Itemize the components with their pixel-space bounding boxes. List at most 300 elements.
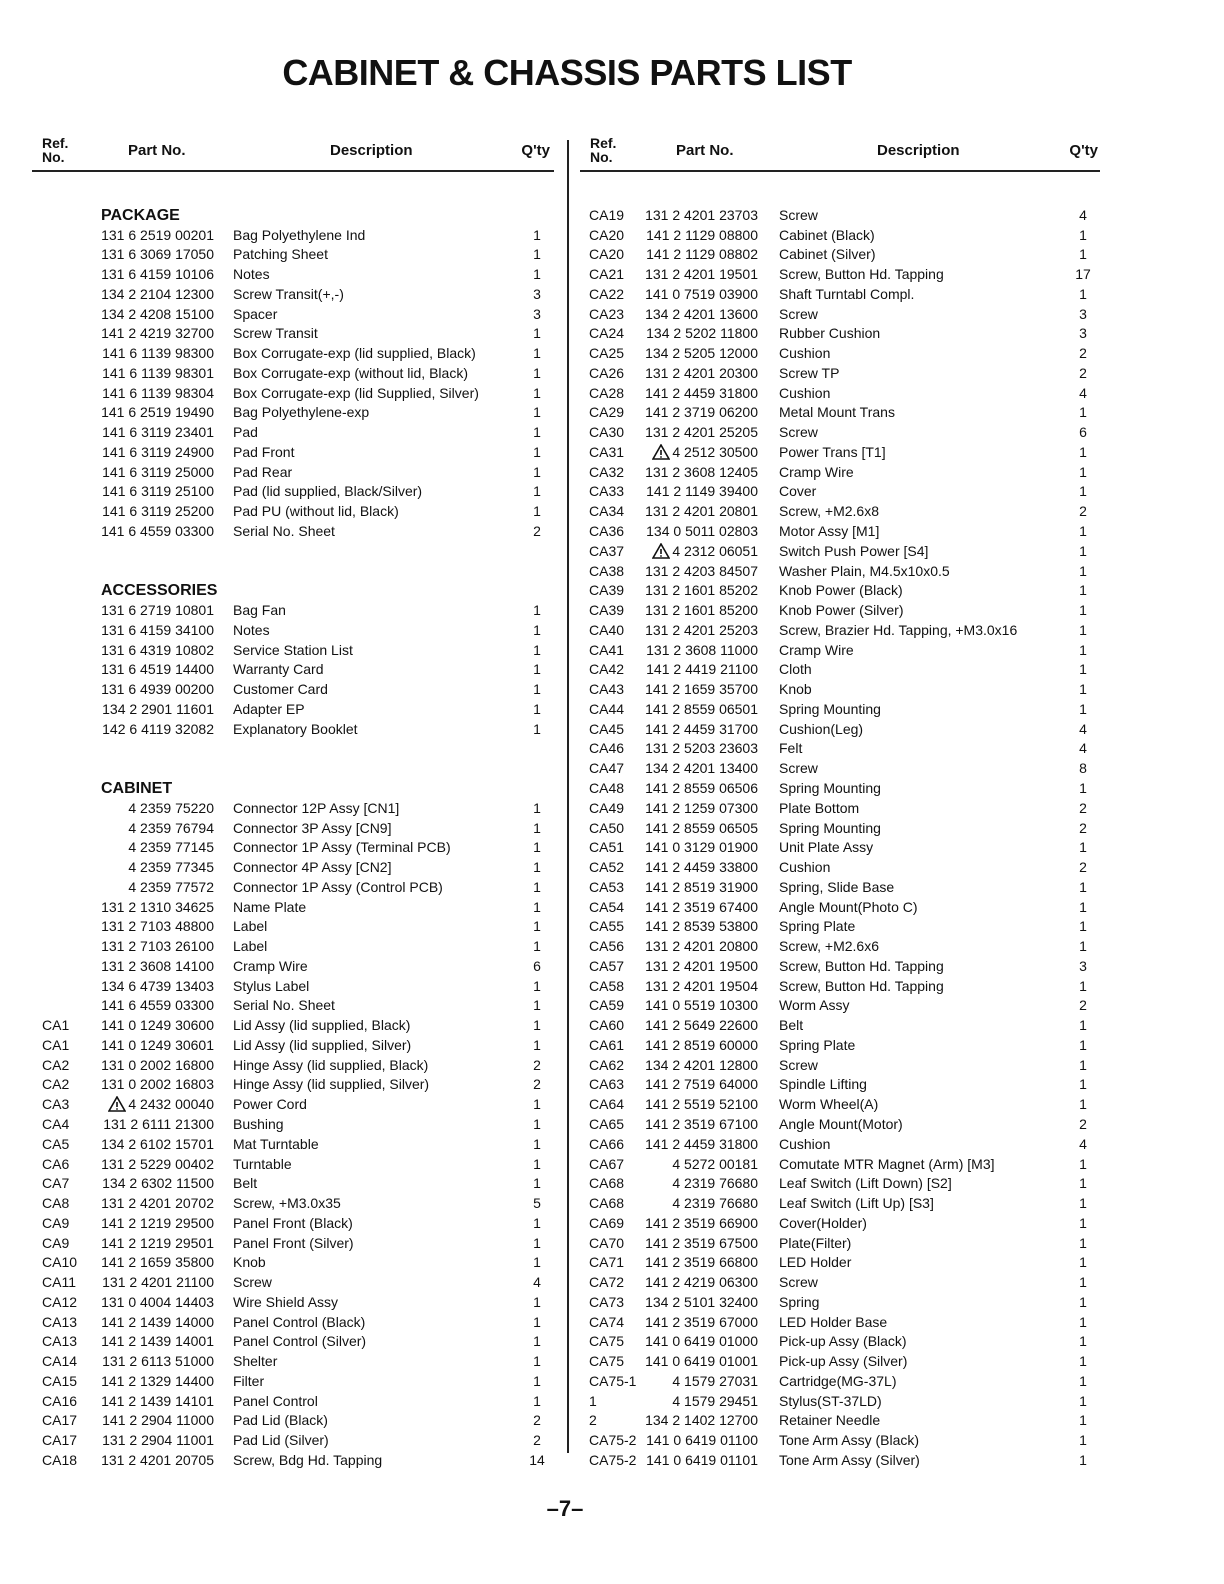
description-cell: Cloth	[779, 661, 812, 678]
description-cell: Screw	[779, 1274, 818, 1291]
description-cell: Retainer Needle	[779, 1412, 881, 1429]
qty-cell: 3	[1079, 305, 1087, 322]
qty-cell: 1	[1079, 839, 1087, 856]
part-number-cell: 141 2 8519 60000	[645, 1036, 758, 1053]
qty-cell: 2	[1079, 345, 1087, 362]
part-number-cell: 131 2 4201 20300	[645, 364, 758, 381]
qty-cell: 3	[1079, 325, 1087, 342]
description-cell: Felt	[779, 740, 803, 757]
qty-cell: 4	[533, 1274, 541, 1291]
description-cell: Screw	[779, 305, 818, 322]
part-number-cell: 141 2 1329 14400	[101, 1372, 214, 1389]
column-divider	[567, 140, 569, 1453]
ref-cell: CA75	[589, 1333, 625, 1350]
table-row	[32, 621, 554, 641]
part-number-cell: 141 0 3129 01900	[645, 839, 758, 856]
qty-cell: 4	[1079, 206, 1087, 223]
ref-cell: CA29	[589, 404, 625, 421]
table-row	[580, 384, 1100, 404]
description-cell: Connector 1P Assy (Terminal PCB)	[233, 839, 451, 856]
part-number-cell: 131 2 4201 21100	[102, 1274, 214, 1291]
description-cell: Cramp Wire	[233, 957, 308, 974]
part-number-cell: 4 2359 77145	[128, 839, 214, 856]
table-row	[580, 305, 1100, 325]
description-cell: Screw TP	[779, 364, 840, 381]
part-number-cell: 141 2 8519 31900	[645, 878, 758, 895]
table-row	[32, 344, 554, 364]
description-cell: Pad Lid (Black)	[233, 1412, 328, 1429]
table-row	[32, 1234, 554, 1254]
description-cell: Cramp Wire	[779, 463, 854, 480]
table-row	[580, 423, 1100, 443]
qty-cell: 1	[533, 1333, 541, 1350]
description-cell: Worm Wheel(A)	[779, 1096, 879, 1113]
section-label: ACCESSORIES	[101, 582, 218, 600]
part-number-cell: 141 6 3119 25000	[102, 463, 214, 480]
part-number-cell: 131 2 5229 00402	[101, 1155, 214, 1172]
qty-cell: 1	[533, 799, 541, 816]
header-qty: Q'ty	[1069, 142, 1098, 159]
part-number-cell: 134 2 4201 13600	[645, 305, 758, 322]
qty-cell: 2	[533, 1432, 541, 1449]
qty-cell: 2	[1079, 799, 1087, 816]
table-row	[580, 680, 1100, 700]
section-label: PACKAGE	[101, 206, 180, 224]
part-number-cell: 141 2 1439 14000	[101, 1313, 214, 1330]
table-row	[32, 680, 554, 700]
ref-cell: CA13	[42, 1313, 78, 1330]
qty-cell: 1	[533, 918, 541, 935]
table-row	[32, 364, 554, 384]
ref-cell: CA3	[42, 1096, 70, 1113]
qty-cell: 1	[533, 700, 541, 717]
qty-cell: 1	[1079, 878, 1087, 895]
ref-cell: CA50	[589, 819, 625, 836]
table-header	[32, 130, 554, 172]
description-cell: Knob	[779, 681, 812, 698]
table-row	[580, 1214, 1100, 1234]
table-row	[32, 1372, 554, 1392]
qty-cell: 2	[1079, 364, 1087, 381]
part-number-cell: 141 2 3519 66900	[645, 1214, 758, 1231]
qty-cell: 1	[533, 1096, 541, 1113]
qty-cell: 1	[533, 463, 541, 480]
qty-cell: 1	[1079, 779, 1087, 796]
table-row	[32, 1313, 554, 1333]
qty-cell: 2	[533, 1056, 541, 1073]
description-cell: Worm Assy	[779, 997, 850, 1014]
part-number-cell: 141 6 3119 25200	[102, 503, 214, 520]
table-row	[32, 522, 554, 542]
table-row	[32, 1174, 554, 1194]
table-row	[32, 324, 554, 344]
part-number-cell: 134 2 5205 12000	[645, 345, 758, 362]
qty-cell: 1	[533, 404, 541, 421]
table-row	[32, 1431, 554, 1451]
qty-cell: 1	[533, 1353, 541, 1370]
part-number-cell: 141 0 6419 01101	[646, 1452, 758, 1468]
description-cell: Hinge Assy (lid supplied, Black)	[233, 1056, 429, 1073]
table-row	[32, 1016, 554, 1036]
description-cell: Bag Fan	[233, 602, 286, 619]
description-cell: Cabinet (Black)	[779, 226, 875, 243]
description-cell: Power Cord	[233, 1096, 307, 1113]
qty-cell: 1	[533, 364, 541, 381]
description-cell: Cramp Wire	[779, 641, 854, 658]
ref-cell: CA9	[42, 1214, 70, 1231]
description-cell: Name Plate	[233, 898, 307, 915]
description-cell: Pad	[233, 424, 258, 441]
table-row	[32, 1352, 554, 1372]
qty-cell: 1	[1079, 681, 1087, 698]
part-number-cell: 134 2 5101 32400	[645, 1293, 758, 1310]
part-number-cell: 141 2 4459 33800	[645, 859, 758, 876]
qty-cell: 3	[533, 285, 541, 302]
part-number-cell: 131 2 2904 11001	[102, 1432, 214, 1449]
part-number-cell: 141 2 8559 06506	[645, 779, 758, 796]
description-cell: Cover(Holder)	[779, 1214, 867, 1231]
description-cell: Box Corrugate-exp (without lid, Black)	[233, 364, 468, 381]
description-cell: Spring	[779, 1293, 820, 1310]
description-cell: Lid Assy (lid supplied, Silver)	[233, 1036, 412, 1053]
table-row	[580, 1313, 1100, 1333]
qty-cell: 1	[533, 1313, 541, 1330]
description-cell: Washer Plain, M4.5x10x0.5	[779, 562, 950, 579]
part-number-cell: 141 6 1139 98301	[102, 364, 214, 381]
description-cell: Connector 4P Assy [CN2]	[233, 859, 392, 876]
description-cell: Cover	[779, 483, 817, 500]
ref-cell: CA1	[42, 1017, 70, 1034]
table-row	[580, 720, 1100, 740]
part-number-cell: 141 6 4559 03300	[101, 523, 214, 540]
description-cell: Screw Transit(+,-)	[233, 285, 344, 302]
header-part-no: Part No.	[676, 142, 734, 159]
ref-cell: CA19	[589, 206, 625, 223]
table-row	[32, 601, 554, 621]
part-number-cell: 131 0 2002 16800	[101, 1056, 214, 1073]
table-row	[580, 917, 1100, 937]
part-number-cell: 141 2 1259 07300	[645, 799, 758, 816]
part-number-cell: 142 6 4119 32082	[102, 720, 214, 737]
qty-cell: 1	[1079, 1076, 1087, 1093]
table-row	[580, 463, 1100, 483]
description-cell: Filter	[233, 1372, 265, 1389]
header-part-no: Part No.	[128, 142, 186, 159]
ref-cell: CA45	[589, 720, 625, 737]
part-number-cell: 134 2 6302 11500	[102, 1175, 214, 1192]
right-rows	[580, 186, 1100, 1471]
ref-cell: CA7	[42, 1175, 70, 1192]
table-row	[32, 898, 554, 918]
description-cell: Stylus(ST-37LD)	[779, 1392, 882, 1409]
table-row	[32, 463, 554, 483]
qty-cell: 1	[1079, 1432, 1087, 1449]
qty-cell: 1	[1079, 1175, 1087, 1192]
ref-cell: CA59	[589, 997, 625, 1014]
ref-cell: CA10	[42, 1254, 78, 1271]
description-cell: Unit Plate Assy	[779, 839, 874, 856]
table-row	[580, 1036, 1100, 1056]
ref-cell: CA1	[42, 1036, 70, 1053]
part-number-cell: 131 2 4203 84507	[645, 562, 758, 579]
qty-cell: 1	[1079, 1036, 1087, 1053]
description-cell: Label	[233, 938, 268, 955]
qty-cell: 1	[533, 345, 541, 362]
table-row	[32, 265, 554, 285]
table-row	[32, 502, 554, 522]
table-row	[32, 1411, 554, 1431]
safety-warning-icon	[108, 1096, 126, 1112]
table-row	[580, 739, 1100, 759]
qty-cell: 1	[1079, 1353, 1087, 1370]
ref-cell: CA47	[589, 760, 625, 777]
part-number-cell: 141 2 8559 06505	[645, 819, 758, 836]
qty-cell: 1	[533, 266, 541, 283]
description-cell: Adapter EP	[233, 700, 305, 717]
part-number-cell: 141 2 4219 06300	[645, 1274, 758, 1291]
part-number-cell: 141 6 3119 25100	[102, 483, 214, 500]
table-row	[580, 1431, 1100, 1451]
table-row	[580, 1016, 1100, 1036]
table-row	[580, 324, 1100, 344]
ref-cell: CA74	[589, 1313, 625, 1330]
table-row	[32, 384, 554, 404]
description-cell: Plate Bottom	[779, 799, 860, 816]
table-row	[580, 226, 1100, 246]
spacer	[32, 542, 554, 562]
qty-cell: 1	[1079, 1096, 1087, 1113]
header-description: Description	[330, 142, 413, 159]
description-cell: Cushion	[779, 1135, 831, 1152]
part-number-cell: 141 0 1249 30600	[101, 1017, 214, 1034]
qty-cell: 1	[1079, 898, 1087, 915]
table-row	[580, 1075, 1100, 1095]
ref-cell: CA18	[42, 1452, 78, 1468]
ref-cell: CA75-2	[589, 1432, 637, 1449]
ref-cell: CA12	[42, 1293, 78, 1310]
ref-cell: CA11	[42, 1274, 76, 1291]
qty-cell: 1	[1079, 523, 1087, 540]
part-number-cell: 131 6 3069 17050	[101, 246, 214, 263]
spacer	[32, 186, 554, 206]
qty-cell: 1	[1079, 1254, 1087, 1271]
qty-cell: 1	[1079, 1412, 1087, 1429]
qty-cell: 1	[533, 1293, 541, 1310]
table-row	[32, 1095, 554, 1115]
ref-cell: CA56	[589, 938, 625, 955]
description-cell: Spring Mounting	[779, 700, 881, 717]
part-number-cell: 131 6 4319 10802	[101, 641, 214, 658]
ref-cell: CA43	[589, 681, 625, 698]
table-row	[580, 838, 1100, 858]
table-row	[580, 562, 1100, 582]
ref-cell: CA44	[589, 700, 625, 717]
ref-cell: CA49	[589, 799, 625, 816]
ref-cell: CA28	[589, 384, 625, 401]
description-cell: Pad PU (without lid, Black)	[233, 503, 399, 520]
table-row	[580, 344, 1100, 364]
qty-cell: 1	[533, 1372, 541, 1389]
table-row	[580, 1372, 1100, 1392]
part-number-cell: 141 0 7519 03900	[645, 285, 758, 302]
description-cell: Screw, +M2.6x6	[779, 938, 879, 955]
description-cell: Spindle Lifting	[779, 1076, 867, 1093]
ref-cell: CA17	[42, 1432, 78, 1449]
description-cell: Belt	[779, 1017, 804, 1034]
ref-cell: CA48	[589, 779, 625, 796]
part-number-cell: 131 2 4201 20702	[101, 1195, 214, 1212]
qty-cell: 1	[533, 503, 541, 520]
table-row	[32, 1293, 554, 1313]
part-number-cell: 131 2 4201 20705	[101, 1452, 214, 1468]
ref-cell: CA21	[589, 266, 625, 283]
table-row	[580, 1194, 1100, 1214]
description-cell: Spring Mounting	[779, 779, 881, 796]
table-row	[32, 838, 554, 858]
description-cell: Screw, +M3.0x35	[233, 1195, 341, 1212]
ref-cell: CA4	[42, 1115, 70, 1132]
description-cell: Screw, Button Hd. Tapping	[779, 266, 944, 283]
qty-cell: 1	[533, 1115, 541, 1132]
qty-cell: 1	[1079, 404, 1087, 421]
qty-cell: 1	[533, 898, 541, 915]
ref-cell: CA40	[589, 621, 625, 638]
ref-cell: CA15	[42, 1372, 78, 1389]
qty-cell: 1	[1079, 641, 1087, 658]
description-cell: Panel Control (Black)	[233, 1313, 366, 1330]
table-row	[580, 1273, 1100, 1293]
part-number-cell: 141 2 3519 66800	[645, 1254, 758, 1271]
part-number-cell: 134 6 4739 13403	[101, 977, 214, 994]
ref-cell: CA41	[589, 641, 625, 658]
description-cell: Pick-up Assy (Silver)	[779, 1353, 908, 1370]
qty-cell: 6	[533, 957, 541, 974]
part-number-cell: 131 2 4201 19500	[645, 957, 758, 974]
ref-cell: CA6	[42, 1155, 70, 1172]
ref-cell: CA71	[589, 1254, 625, 1271]
description-cell: Customer Card	[233, 681, 328, 698]
qty-cell: 1	[533, 977, 541, 994]
qty-cell: 1	[1079, 938, 1087, 955]
part-number-cell: 141 2 4219 32700	[101, 325, 214, 342]
ref-cell: CA72	[589, 1274, 625, 1291]
description-cell: Bag Polyethylene-exp	[233, 404, 370, 421]
description-cell: Spacer	[233, 305, 278, 322]
qty-cell: 2	[533, 1076, 541, 1093]
table-row	[580, 542, 1100, 562]
part-number-cell: 4 2359 77345	[128, 859, 214, 876]
description-cell: Panel Front (Black)	[233, 1214, 353, 1231]
description-cell: Connector 3P Assy [CN9]	[233, 819, 392, 836]
description-cell: Bushing	[233, 1115, 284, 1132]
ref-cell: CA17	[42, 1412, 78, 1429]
description-cell: Serial No. Sheet	[233, 997, 335, 1014]
table-row	[580, 898, 1100, 918]
part-number-cell: 141 2 2904 11000	[102, 1412, 214, 1429]
qty-cell: 2	[533, 523, 541, 540]
qty-cell: 1	[1079, 483, 1087, 500]
header-ref-no: Ref. No.	[42, 135, 69, 165]
ref-cell: CA5	[42, 1135, 70, 1152]
qty-cell: 2	[1079, 997, 1087, 1014]
ref-cell: CA68	[589, 1195, 625, 1212]
qty-cell: 1	[1079, 1313, 1087, 1330]
table-row	[32, 937, 554, 957]
part-number-cell: 141 2 8539 53800	[645, 918, 758, 935]
ref-cell: CA53	[589, 878, 625, 895]
part-number-cell: 131 0 4004 14403	[101, 1293, 214, 1310]
table-row	[580, 1056, 1100, 1076]
table-row	[580, 1451, 1100, 1471]
part-number-cell: 141 0 5519 10300	[645, 997, 758, 1014]
part-number-cell: 131 6 4159 34100	[101, 621, 214, 638]
description-cell: Turntable	[233, 1155, 292, 1172]
description-cell: Bag Polyethylene Ind	[233, 226, 366, 243]
description-cell: Knob Power (Silver)	[779, 602, 904, 619]
left-parts-table	[32, 130, 554, 1471]
table-row	[580, 265, 1100, 285]
description-cell: Screw, Bdg Hd. Tapping	[233, 1452, 383, 1468]
part-number-cell: 141 2 1439 14101	[101, 1392, 214, 1409]
table-row	[32, 720, 554, 740]
part-number-cell: 141 2 3519 67000	[645, 1313, 758, 1330]
part-number-cell: 141 2 5649 22600	[645, 1017, 758, 1034]
description-cell: Metal Mount Trans	[779, 404, 895, 421]
qty-cell: 1	[1079, 1392, 1087, 1409]
qty-cell: 2	[533, 1412, 541, 1429]
qty-cell: 1	[533, 325, 541, 342]
table-row	[32, 305, 554, 325]
ref-cell: CA34	[589, 503, 625, 520]
table-row	[580, 621, 1100, 641]
ref-cell: CA32	[589, 463, 625, 480]
part-number-cell: 131 2 4201 19501	[645, 266, 758, 283]
qty-cell: 1	[533, 246, 541, 263]
table-row	[580, 364, 1100, 384]
ref-cell: CA26	[589, 364, 625, 381]
left-rows	[32, 186, 554, 1471]
description-cell: Serial No. Sheet	[233, 523, 335, 540]
qty-cell: 1	[1079, 443, 1087, 460]
part-number-cell: 131 2 7103 26100	[101, 938, 214, 955]
qty-cell: 1	[1079, 1214, 1087, 1231]
table-row	[580, 1392, 1100, 1412]
description-cell: Belt	[233, 1175, 258, 1192]
description-cell: Pad (lid supplied, Black/Silver)	[233, 483, 423, 500]
qty-cell: 1	[1079, 661, 1087, 678]
table-row	[580, 957, 1100, 977]
table-row	[580, 581, 1100, 601]
table-row	[32, 799, 554, 819]
part-number-cell: 141 2 1129 08802	[646, 246, 758, 263]
qty-cell: 1	[533, 1234, 541, 1251]
ref-cell: CA38	[589, 562, 625, 579]
ref-cell: CA31	[589, 443, 625, 460]
qty-cell: 1	[1079, 1234, 1087, 1251]
table-row	[32, 1253, 554, 1273]
part-number-cell: 141 2 1439 14001	[101, 1333, 214, 1350]
qty-cell: 1	[1079, 285, 1087, 302]
description-cell: Wire Shield Assy	[233, 1293, 339, 1310]
table-row	[32, 1392, 554, 1412]
ref-cell: CA9	[42, 1234, 70, 1251]
table-row	[32, 1155, 554, 1175]
qty-cell: 4	[1079, 740, 1087, 757]
qty-cell: 1	[1079, 226, 1087, 243]
qty-cell: 1	[1079, 621, 1087, 638]
qty-cell: 1	[533, 681, 541, 698]
table-row	[32, 1115, 554, 1135]
